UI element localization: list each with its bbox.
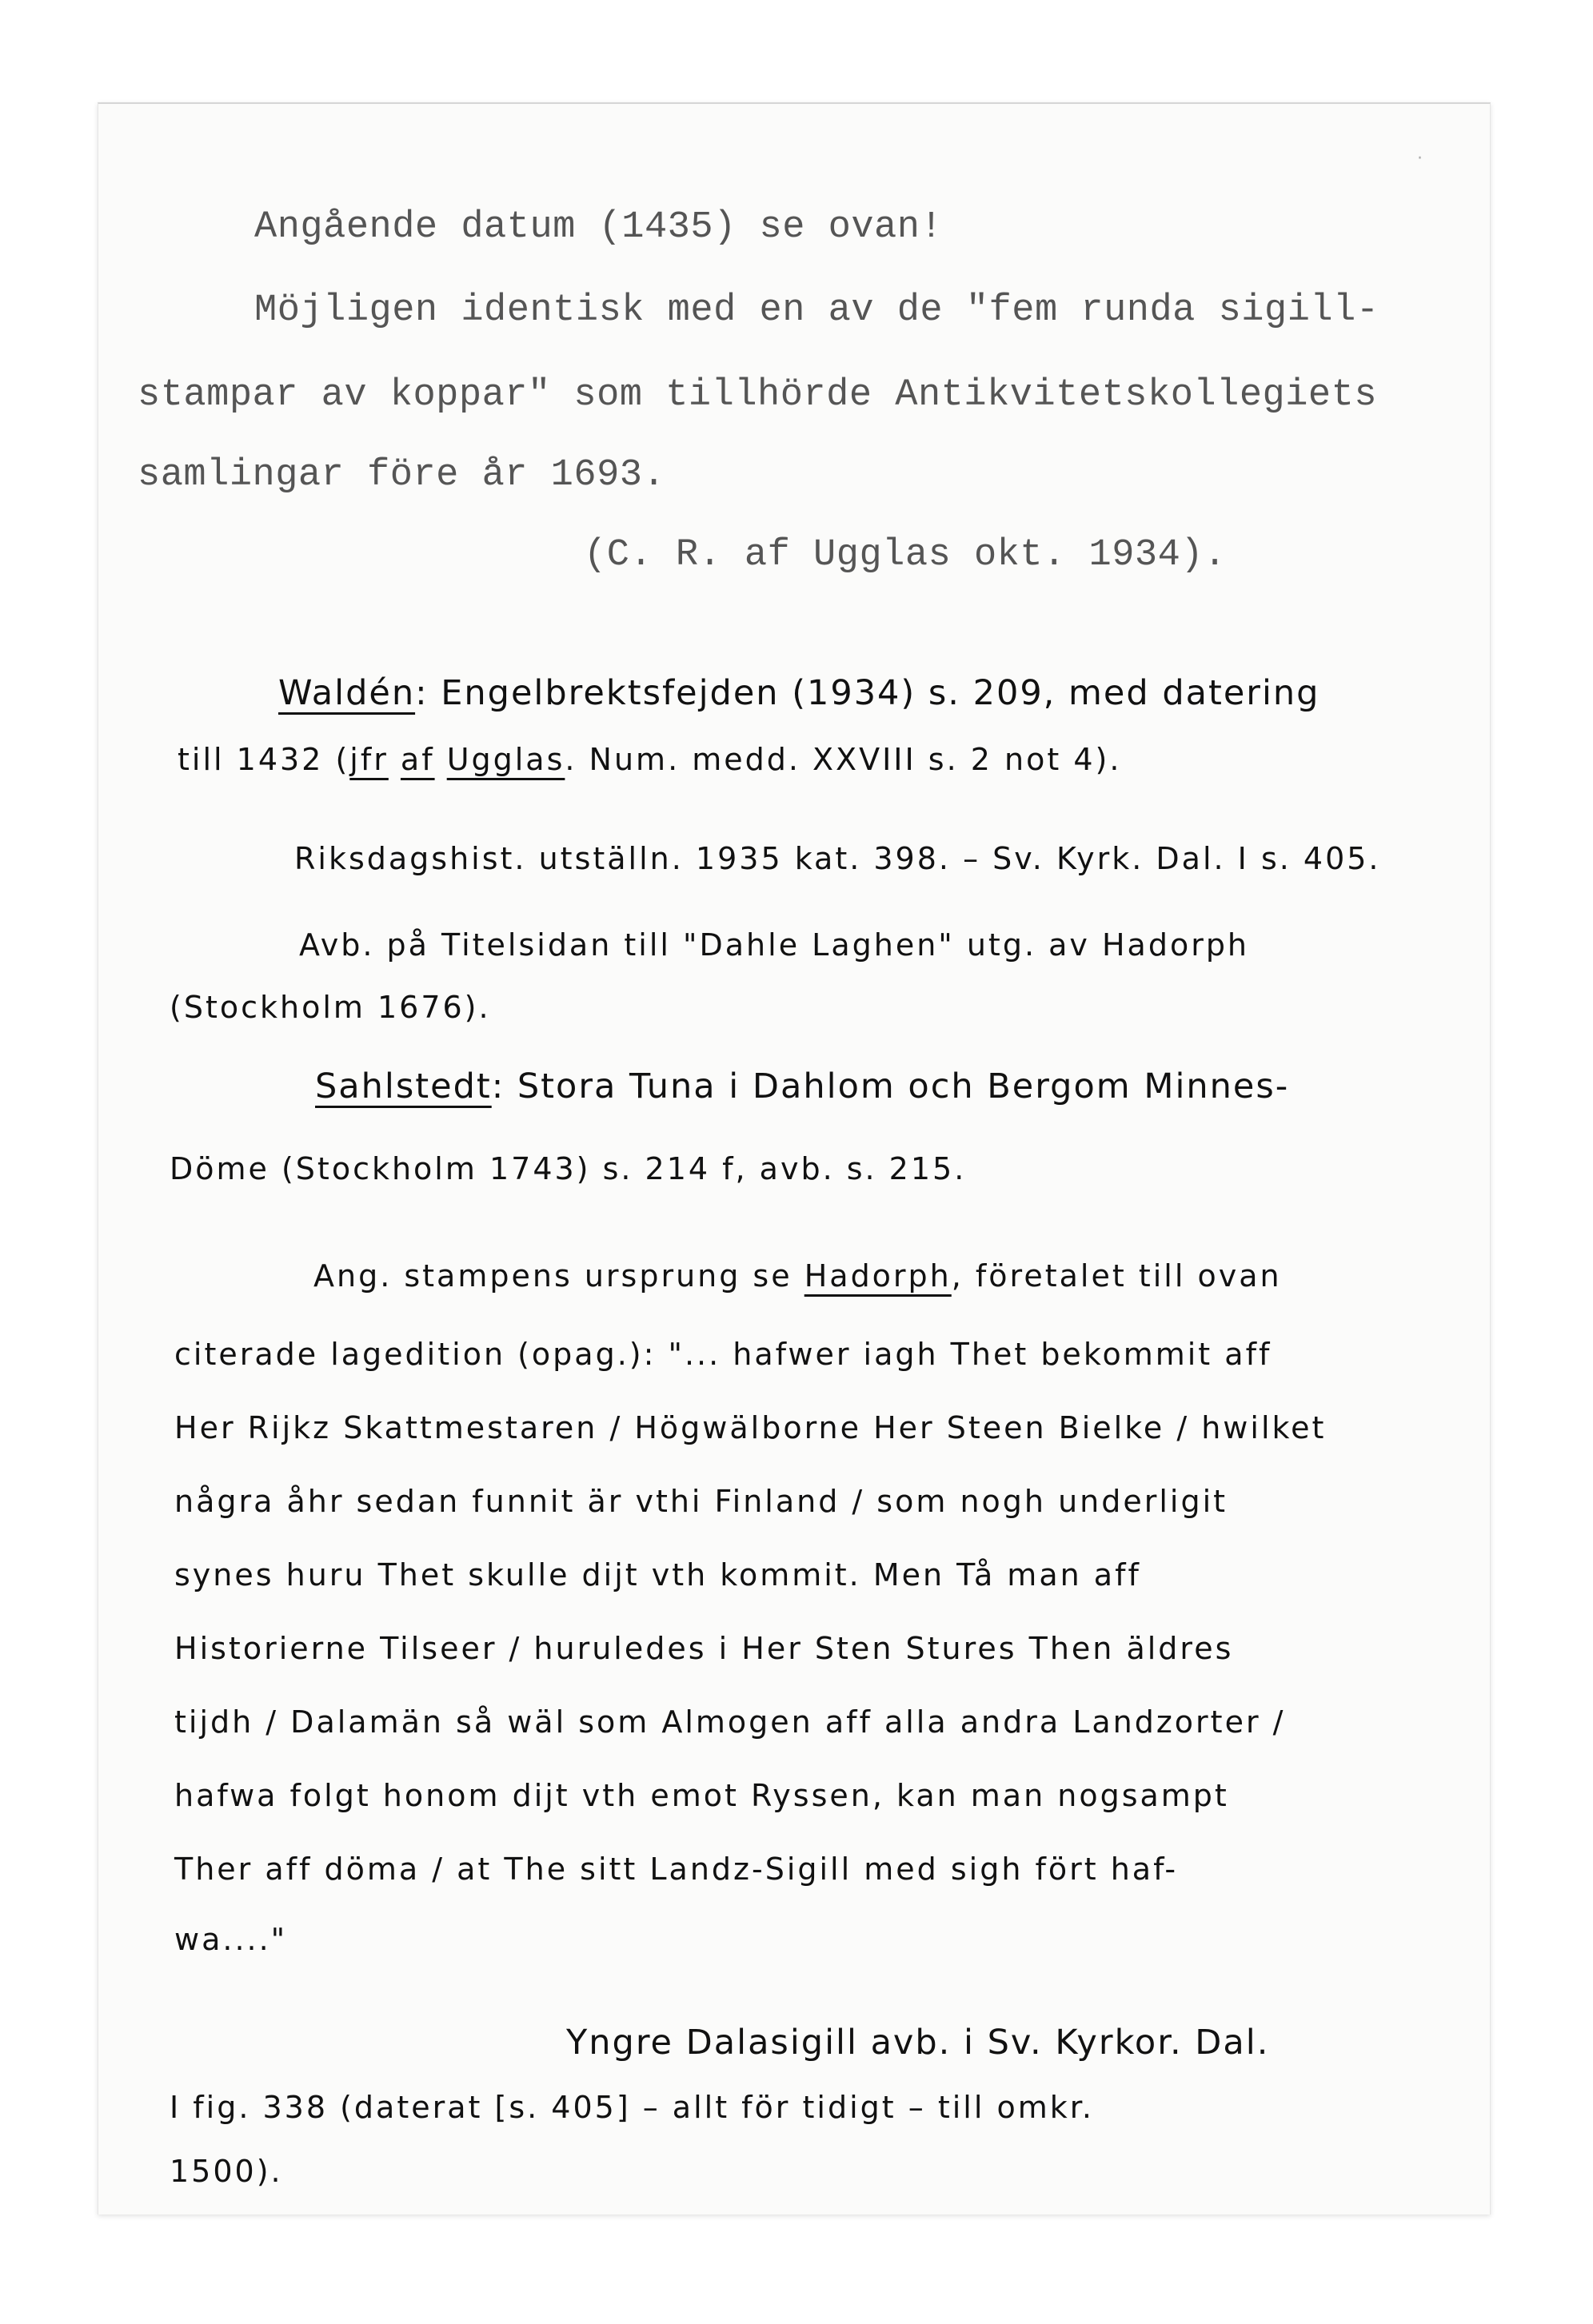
ang-line-9: Ther aff döma / at The sitt Landz-Sigill med sigh fört haf- xyxy=(174,1852,1179,1887)
sahlstedt-line-2: Döme (Stockholm 1743) s. 214 f, avb. s. 215. xyxy=(170,1151,967,1186)
avb-line-2: (Stockholm 1676). xyxy=(170,990,491,1025)
walden-line-2: till 1432 (jfr af Ugglas. Num. medd. XXVIII s. 2 not 4). xyxy=(178,742,1122,777)
yngre-line-1: Yngre Dalasigill avb. i Sv. Kyrkor. Dal. xyxy=(566,2023,1270,2063)
ugglas-word: Ugglas xyxy=(446,742,565,777)
ang-line-2: citerade lagedition (opag.): "... hafwer iagh Thet bekommit aff xyxy=(174,1337,1272,1372)
typed-line-4: samlingar före år 1693. xyxy=(138,454,666,496)
margin-dot: · xyxy=(1417,149,1423,169)
typed-signature: (C. R. af Ugglas okt. 1934). xyxy=(584,534,1227,576)
typed-line-2: Möjligen identisk med en av de "fem runda sigill- xyxy=(254,289,1379,332)
yngre-line-3: 1500). xyxy=(170,2154,283,2189)
walden-citation: : Engelbrektsfejden (1934) s. 209, med datering xyxy=(415,673,1320,713)
ang-line-4: några åhr sedan funnit är vthi Finland / som nogh underligit xyxy=(174,1484,1228,1519)
ang-line-7: tijdh / Dalamän så wäl som Almogen aff alla andra Landzorter / xyxy=(174,1704,1286,1740)
typed-line-3: stampar av koppar" som tillhörde Antikvitetskollegiets xyxy=(138,374,1378,417)
sahlstedt-line-1: Sahlstedt: Stora Tuna i Dahlom och Bergom Minnes- xyxy=(315,1066,1290,1106)
jfr-abbrev: jfr xyxy=(349,742,389,777)
ang-line-1: Ang. stampens ursprung se Hadorph, företalet till ovan xyxy=(313,1258,1282,1294)
typed-line-1: Angående datum (1435) se ovan! xyxy=(254,206,944,249)
ang-line-6: Historierne Tilseer / huruledes i Her Sten Stures Then äldres xyxy=(174,1631,1234,1666)
af-word: af xyxy=(400,742,435,777)
sahlstedt-author: Sahlstedt xyxy=(315,1066,492,1106)
walden-author: Waldén xyxy=(278,673,416,713)
walden-line-1 xyxy=(278,673,1320,713)
riksdag-line: Riksdagshist. utställn. 1935 kat. 398. – Sv. Kyrk. Dal. I s. 405. xyxy=(294,841,1381,876)
ang-line-3: Her Rijkz Skattmestaren / Högwälborne Her Steen Bielke / hwilket xyxy=(174,1410,1327,1445)
hadorph-word: Hadorph xyxy=(804,1258,952,1294)
ang-line-5: synes huru Thet skulle dijt vth kommit. Men Tå man aff xyxy=(174,1557,1141,1593)
ang-line-10: wa...." xyxy=(174,1922,288,1957)
yngre-line-2: I fig. 338 (daterat [s. 405] – allt för tidigt – till omkr. xyxy=(170,2090,1094,2125)
ang-line-8: hafwa folgt honom dijt vth emot Ryssen, kan man nogsampt xyxy=(174,1778,1229,1813)
avb-line-1: Avb. på Titelsidan till "Dahle Laghen" utg. av Hadorph xyxy=(299,927,1250,963)
